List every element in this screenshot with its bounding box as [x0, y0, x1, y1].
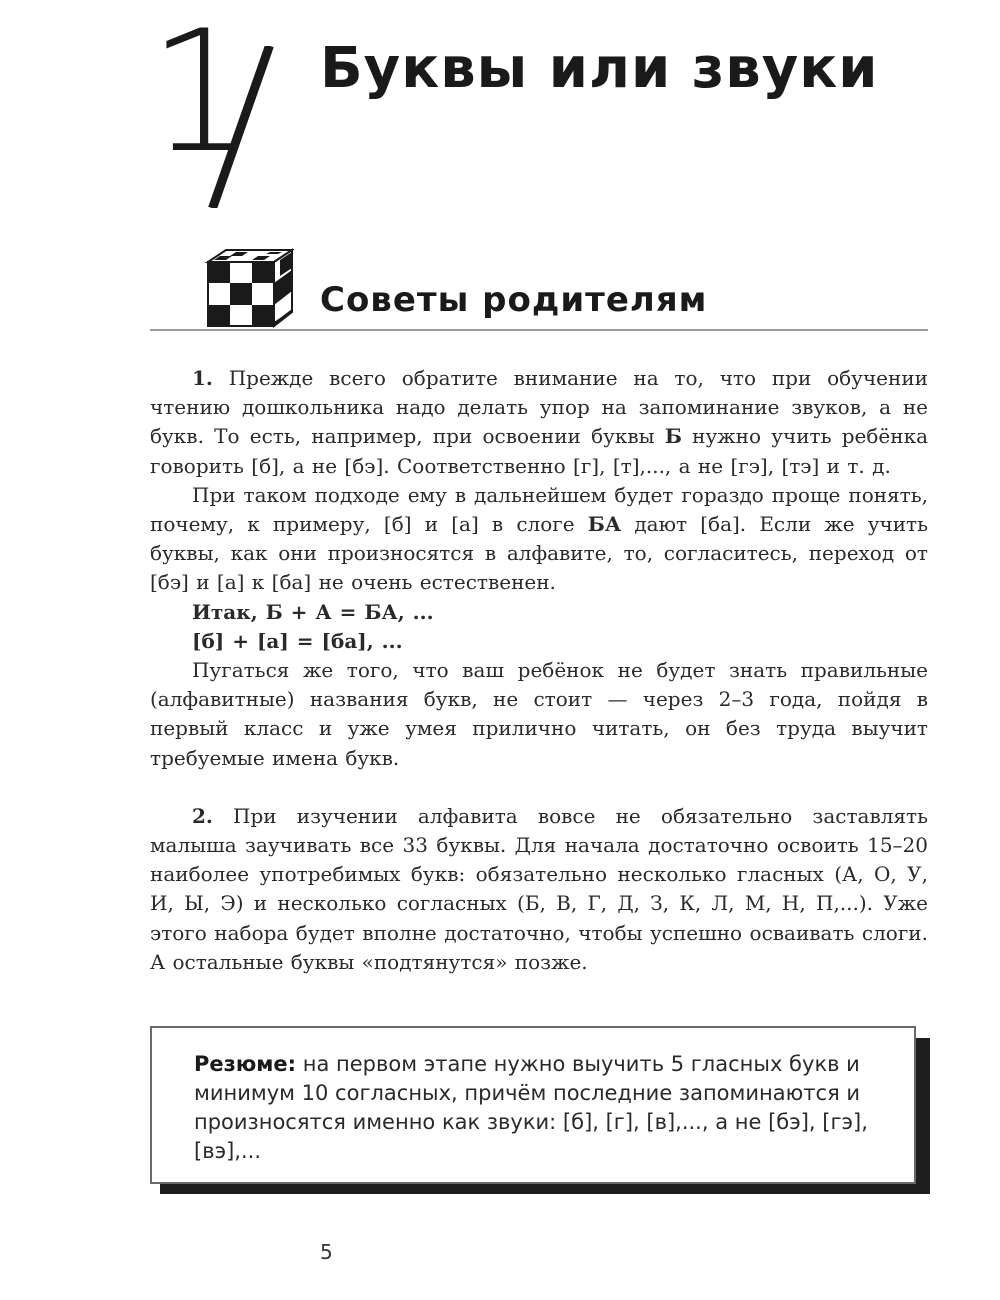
chapter-slash — [206, 46, 276, 208]
page-number: 5 — [320, 1240, 333, 1264]
summary-body: на первом этапе нужно выучить 5 гласных букв и минимум 10 согласных, причём последние запоминаются и произносятся именно как звуки: [б], [г], [в],..., а не [бэ], [гэ], [вэ],... — [194, 1052, 868, 1163]
formula-letters — [150, 598, 928, 627]
advice-1-p2-syllable: БА — [587, 512, 622, 537]
summary-label: Резюме: — [194, 1052, 297, 1076]
formula-sounds — [150, 627, 928, 656]
advice-1-number: 1. — [192, 366, 213, 390]
advice-1-paragraph-2 — [150, 481, 928, 598]
advice-1-paragraph — [150, 364, 928, 481]
advice-2-text: При изучении алфавита вовсе не обязательно заставлять малыша заучивать все 33 буквы. Для начала достаточно освоить 15–20 наиболее употребимых букв: обязательно несколько гласных (А, О, У, И, Ы, Э) и несколько согласных (Б, В, Г, Д, З, К, Л, М, Н, П,...). Уже этого набора будет вполне достаточно, чтобы успешно осваивать слоги. А остальные буквы «подтянутся» позже. — [150, 803, 928, 974]
advice-2-paragraph — [150, 802, 928, 977]
formula-letters-text: Итак, Б + А = БА, ... — [192, 599, 434, 624]
chapter-title: Буквы или звуки — [320, 36, 879, 101]
chapter-number: 1 — [148, 0, 251, 190]
summary-box — [150, 1026, 916, 1184]
section-title: Советы родителям — [320, 280, 708, 320]
advice-1-p2-text-b: дают [ба]. Если же учить буквы, как они произносятся в алфавите, то, согласитесь, переход от [бэ] и [а] к [ба] не очень естественен. — [150, 512, 929, 595]
advice-1-text-b: нужно учить ребёнка говорить [б], а не [бэ]. Соответственно [г], [т],..., а не [гэ], [тэ] и т. д. — [150, 424, 929, 478]
section-divider — [150, 329, 928, 331]
advice-2-number: 2. — [192, 803, 213, 828]
advice-1-paragraph-3: Пугаться же того, что ваш ребёнок не будет знать правильные (алфавитные) названия букв, не стоит — через 2–3 года, пойдя в первый класс и уже умея прилично читать, он без труда выучит требуемые имена букв. — [150, 658, 928, 770]
cube-icon — [204, 248, 294, 328]
advice-1-p2-text-a: При таком подходе ему в дальнейшем будет гораздо проще понять, почему, к примеру, [б] и [а] в слоге — [150, 482, 928, 537]
summary-text — [194, 1050, 884, 1166]
advice-body — [150, 364, 928, 977]
formula-sounds-text: [б] + [а] = [ба], ... — [192, 628, 403, 653]
advice-1-letter-b: Б — [664, 424, 682, 449]
advice-1-text-a: Прежде всего обратите внимание на то, что при обучении чтению дошкольника надо делать упор на запоминание звуков, а не букв. То есть, например, при освоении буквы — [150, 366, 928, 449]
